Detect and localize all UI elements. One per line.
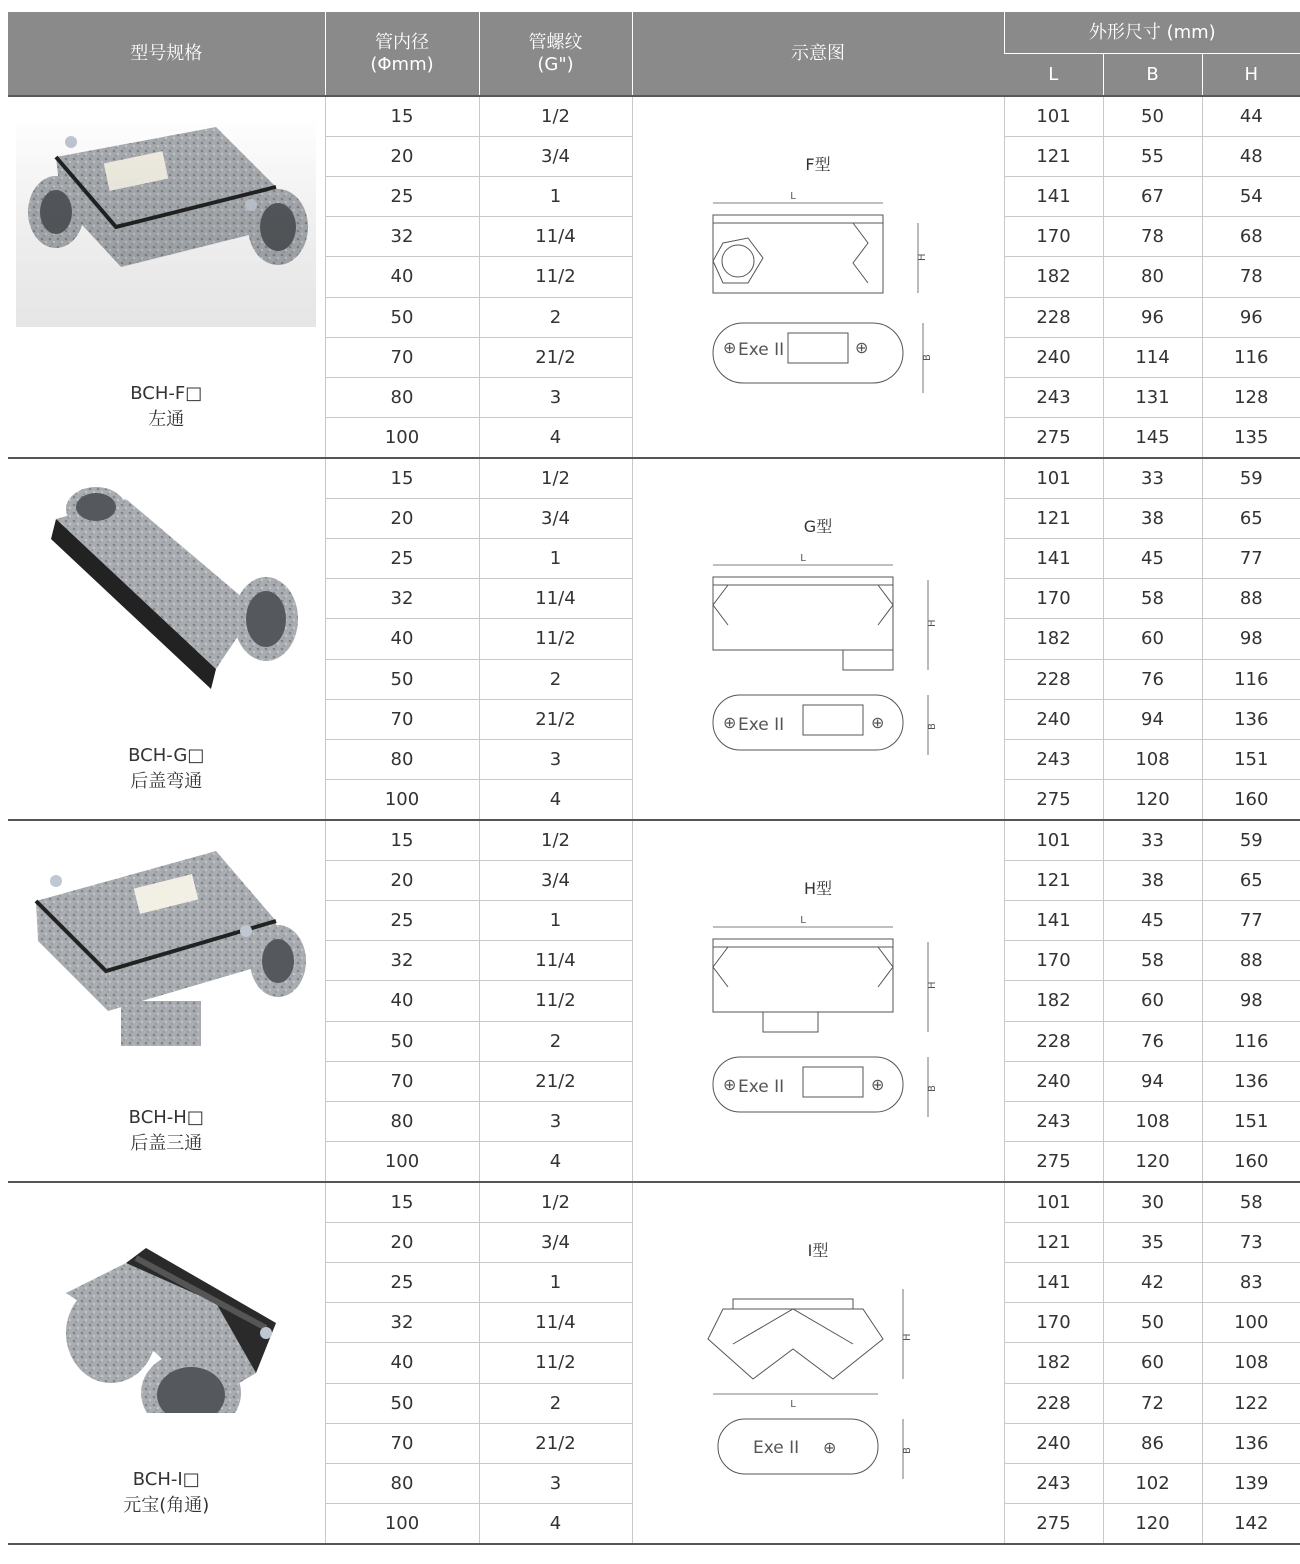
thread-cell: 11/4 bbox=[479, 579, 632, 619]
dim-H-cell: 139 bbox=[1202, 1463, 1300, 1503]
table-row bbox=[8, 1182, 1300, 1223]
dim-B-cell: 94 bbox=[1103, 1061, 1202, 1101]
dim-L-cell: 121 bbox=[1004, 137, 1103, 177]
dim-H-cell: 142 bbox=[1202, 1503, 1300, 1544]
schematic-drawing bbox=[693, 1269, 943, 1489]
model-name: 后盖三通 bbox=[130, 1133, 203, 1154]
schematic-drawing bbox=[693, 545, 943, 765]
model-label bbox=[8, 1105, 325, 1157]
svg-text:⊕: ⊕ bbox=[871, 1074, 885, 1094]
dim-L-cell: 121 bbox=[1004, 499, 1103, 539]
dim-L-cell: 141 bbox=[1004, 539, 1103, 579]
inner-diameter-cell: 80 bbox=[325, 1101, 479, 1141]
inner-diameter-cell: 40 bbox=[325, 981, 479, 1021]
dim-L-cell: 121 bbox=[1004, 1223, 1103, 1263]
dim-H-cell: 88 bbox=[1202, 579, 1300, 619]
header-L: L bbox=[1004, 54, 1103, 97]
dim-L-cell: 275 bbox=[1004, 779, 1103, 820]
dim-H-cell: 151 bbox=[1202, 1101, 1300, 1141]
svg-text:B: B bbox=[927, 1084, 938, 1092]
inner-diameter-cell: 15 bbox=[325, 458, 479, 499]
model-code: BCH-F□ bbox=[130, 383, 203, 404]
dim-H-cell: 88 bbox=[1202, 941, 1300, 981]
inner-diameter-cell: 25 bbox=[325, 901, 479, 941]
diagram-cell bbox=[632, 96, 1004, 458]
thread-cell: 2 bbox=[479, 1383, 632, 1423]
inner-diameter-cell: 32 bbox=[325, 941, 479, 981]
thread-cell: 11/2 bbox=[479, 619, 632, 659]
thread-cell: 2 bbox=[479, 659, 632, 699]
header-B: B bbox=[1103, 54, 1202, 97]
inner-diameter-cell: 100 bbox=[325, 1141, 479, 1182]
inner-diameter-cell: 15 bbox=[325, 820, 479, 861]
dim-L-cell: 182 bbox=[1004, 981, 1103, 1021]
inner-diameter-cell: 15 bbox=[325, 1182, 479, 1223]
model-code: BCH-G□ bbox=[128, 745, 205, 766]
thread-cell: 11/2 bbox=[479, 257, 632, 297]
product-photo bbox=[16, 479, 316, 689]
svg-text:L: L bbox=[790, 1398, 796, 1410]
thread-cell: 4 bbox=[479, 417, 632, 458]
dim-L-cell: 141 bbox=[1004, 1263, 1103, 1303]
dim-H-cell: 122 bbox=[1202, 1383, 1300, 1423]
header-model-spec: 型号规格 bbox=[8, 12, 325, 96]
header-inner-diameter bbox=[325, 12, 479, 96]
dim-L-cell: 182 bbox=[1004, 1343, 1103, 1383]
dim-B-cell: 30 bbox=[1103, 1182, 1202, 1223]
svg-text:⊕: ⊕ bbox=[723, 1074, 737, 1094]
svg-text:⊕: ⊕ bbox=[723, 712, 737, 732]
svg-text:Exe II: Exe II bbox=[738, 714, 785, 735]
inner-diameter-cell: 50 bbox=[325, 1021, 479, 1061]
inner-diameter-cell: 40 bbox=[325, 257, 479, 297]
model-label bbox=[8, 743, 325, 795]
thread-cell: 3/4 bbox=[479, 1223, 632, 1263]
dim-H-cell: 128 bbox=[1202, 377, 1300, 417]
inner-diameter-cell: 25 bbox=[325, 177, 479, 217]
header-thread-line2: (G") bbox=[537, 53, 574, 75]
inner-diameter-cell: 20 bbox=[325, 137, 479, 177]
schematic-drawing bbox=[693, 907, 943, 1127]
svg-text:⊕: ⊕ bbox=[823, 1437, 837, 1457]
inner-diameter-cell: 70 bbox=[325, 1061, 479, 1101]
dim-B-cell: 60 bbox=[1103, 981, 1202, 1021]
dim-H-cell: 48 bbox=[1202, 137, 1300, 177]
dim-H-cell: 65 bbox=[1202, 499, 1300, 539]
dim-L-cell: 228 bbox=[1004, 659, 1103, 699]
svg-text:B: B bbox=[902, 1446, 913, 1454]
dim-L-cell: 121 bbox=[1004, 861, 1103, 901]
dim-H-cell: 98 bbox=[1202, 981, 1300, 1021]
dim-L-cell: 182 bbox=[1004, 619, 1103, 659]
dim-H-cell: 100 bbox=[1202, 1303, 1300, 1343]
dim-H-cell: 78 bbox=[1202, 257, 1300, 297]
dim-L-cell: 101 bbox=[1004, 1182, 1103, 1223]
dim-B-cell: 120 bbox=[1103, 1503, 1202, 1544]
inner-diameter-cell: 25 bbox=[325, 1263, 479, 1303]
dim-L-cell: 275 bbox=[1004, 417, 1103, 458]
thread-cell: 1 bbox=[479, 901, 632, 941]
dim-L-cell: 141 bbox=[1004, 901, 1103, 941]
dim-B-cell: 114 bbox=[1103, 337, 1202, 377]
dim-L-cell: 240 bbox=[1004, 1061, 1103, 1101]
table-row bbox=[8, 820, 1300, 861]
dim-H-cell: 96 bbox=[1202, 297, 1300, 337]
diagram-cell bbox=[632, 820, 1004, 1182]
dim-H-cell: 44 bbox=[1202, 96, 1300, 137]
thread-cell: 1 bbox=[479, 539, 632, 579]
svg-text:⊕: ⊕ bbox=[871, 712, 885, 732]
dim-L-cell: 170 bbox=[1004, 217, 1103, 257]
dim-L-cell: 243 bbox=[1004, 377, 1103, 417]
dim-L-cell: 101 bbox=[1004, 96, 1103, 137]
dim-B-cell: 38 bbox=[1103, 499, 1202, 539]
dim-H-cell: 54 bbox=[1202, 177, 1300, 217]
dim-H-cell: 160 bbox=[1202, 779, 1300, 820]
dim-L-cell: 170 bbox=[1004, 579, 1103, 619]
dim-L-cell: 275 bbox=[1004, 1503, 1103, 1544]
inner-diameter-cell: 40 bbox=[325, 1343, 479, 1383]
svg-text:H: H bbox=[902, 1332, 913, 1341]
inner-diameter-cell: 70 bbox=[325, 699, 479, 739]
svg-text:⊕: ⊕ bbox=[723, 337, 737, 357]
svg-text:⊕: ⊕ bbox=[855, 337, 869, 357]
thread-cell: 3/4 bbox=[479, 861, 632, 901]
thread-cell: 1/2 bbox=[479, 96, 632, 137]
dim-B-cell: 50 bbox=[1103, 1303, 1202, 1343]
thread-cell: 11/4 bbox=[479, 217, 632, 257]
svg-text:L: L bbox=[790, 190, 796, 202]
thread-cell: 21/2 bbox=[479, 1061, 632, 1101]
inner-diameter-cell: 50 bbox=[325, 1383, 479, 1423]
header-H: H bbox=[1202, 54, 1300, 97]
inner-diameter-cell: 32 bbox=[325, 1303, 479, 1343]
dim-H-cell: 108 bbox=[1202, 1343, 1300, 1383]
dim-B-cell: 102 bbox=[1103, 1463, 1202, 1503]
thread-cell: 21/2 bbox=[479, 699, 632, 739]
spec-table bbox=[8, 12, 1300, 1545]
thread-cell: 3 bbox=[479, 1101, 632, 1141]
inner-diameter-cell: 70 bbox=[325, 337, 479, 377]
header-thread bbox=[479, 12, 632, 96]
header-row bbox=[8, 12, 1300, 54]
inner-diameter-cell: 20 bbox=[325, 1223, 479, 1263]
thread-cell: 3 bbox=[479, 377, 632, 417]
model-cell bbox=[8, 458, 325, 820]
inner-diameter-cell: 20 bbox=[325, 499, 479, 539]
dim-B-cell: 78 bbox=[1103, 217, 1202, 257]
svg-text:L: L bbox=[800, 552, 806, 564]
dim-B-cell: 60 bbox=[1103, 619, 1202, 659]
svg-text:B: B bbox=[927, 722, 938, 730]
thread-cell: 3/4 bbox=[479, 499, 632, 539]
dim-L-cell: 141 bbox=[1004, 177, 1103, 217]
inner-diameter-cell: 15 bbox=[325, 96, 479, 137]
dim-L-cell: 228 bbox=[1004, 1021, 1103, 1061]
thread-cell: 4 bbox=[479, 1141, 632, 1182]
dim-B-cell: 67 bbox=[1103, 177, 1202, 217]
thread-cell: 1 bbox=[479, 177, 632, 217]
dim-H-cell: 59 bbox=[1202, 458, 1300, 499]
thread-cell: 4 bbox=[479, 779, 632, 820]
dim-L-cell: 243 bbox=[1004, 1101, 1103, 1141]
spec-table-page bbox=[8, 12, 1300, 1545]
dim-H-cell: 65 bbox=[1202, 861, 1300, 901]
svg-text:L: L bbox=[800, 914, 806, 926]
dim-L-cell: 170 bbox=[1004, 941, 1103, 981]
dim-B-cell: 58 bbox=[1103, 941, 1202, 981]
thread-cell: 3 bbox=[479, 1463, 632, 1503]
dim-B-cell: 35 bbox=[1103, 1223, 1202, 1263]
dim-L-cell: 101 bbox=[1004, 458, 1103, 499]
dim-H-cell: 116 bbox=[1202, 659, 1300, 699]
model-label bbox=[8, 381, 325, 433]
dim-B-cell: 45 bbox=[1103, 901, 1202, 941]
dim-H-cell: 116 bbox=[1202, 1021, 1300, 1061]
inner-diameter-cell: 25 bbox=[325, 539, 479, 579]
dim-H-cell: 136 bbox=[1202, 1061, 1300, 1101]
dim-B-cell: 38 bbox=[1103, 861, 1202, 901]
table-row bbox=[8, 96, 1300, 137]
dim-B-cell: 145 bbox=[1103, 417, 1202, 458]
diagram-cell bbox=[632, 1182, 1004, 1544]
dim-B-cell: 108 bbox=[1103, 739, 1202, 779]
dim-H-cell: 77 bbox=[1202, 539, 1300, 579]
diagram-title: G型 bbox=[803, 516, 833, 536]
dim-B-cell: 96 bbox=[1103, 297, 1202, 337]
thread-cell: 1/2 bbox=[479, 1182, 632, 1223]
thread-cell: 4 bbox=[479, 1503, 632, 1544]
inner-diameter-cell: 32 bbox=[325, 579, 479, 619]
header-thread-line1: 管螺纹 bbox=[528, 31, 583, 53]
diagram-cell bbox=[632, 458, 1004, 820]
model-label bbox=[8, 1467, 325, 1519]
dim-L-cell: 275 bbox=[1004, 1141, 1103, 1182]
dim-L-cell: 240 bbox=[1004, 337, 1103, 377]
inner-diameter-cell: 70 bbox=[325, 1423, 479, 1463]
model-name: 元宝(角通) bbox=[123, 1495, 210, 1516]
thread-cell: 11/4 bbox=[479, 1303, 632, 1343]
dim-L-cell: 243 bbox=[1004, 739, 1103, 779]
inner-diameter-cell: 50 bbox=[325, 659, 479, 699]
thread-cell: 11/2 bbox=[479, 1343, 632, 1383]
schematic-drawing bbox=[693, 183, 943, 403]
dim-H-cell: 77 bbox=[1202, 901, 1300, 941]
dim-B-cell: 33 bbox=[1103, 820, 1202, 861]
inner-diameter-cell: 80 bbox=[325, 739, 479, 779]
header-inner-diameter-line2: (Φmm) bbox=[370, 53, 434, 75]
thread-cell: 3/4 bbox=[479, 137, 632, 177]
thread-cell: 1/2 bbox=[479, 820, 632, 861]
model-code: BCH-H□ bbox=[128, 1107, 204, 1128]
model-name: 左通 bbox=[148, 409, 185, 430]
inner-diameter-cell: 40 bbox=[325, 619, 479, 659]
dim-L-cell: 182 bbox=[1004, 257, 1103, 297]
inner-diameter-cell: 80 bbox=[325, 1463, 479, 1503]
inner-diameter-cell: 32 bbox=[325, 217, 479, 257]
thread-cell: 21/2 bbox=[479, 1423, 632, 1463]
thread-cell: 11/4 bbox=[479, 941, 632, 981]
header-diagram: 示意图 bbox=[632, 12, 1004, 96]
dim-L-cell: 240 bbox=[1004, 699, 1103, 739]
dim-B-cell: 131 bbox=[1103, 377, 1202, 417]
dim-H-cell: 116 bbox=[1202, 337, 1300, 377]
model-name: 后盖弯通 bbox=[130, 771, 203, 792]
dim-L-cell: 101 bbox=[1004, 820, 1103, 861]
thread-cell: 21/2 bbox=[479, 337, 632, 377]
dim-B-cell: 60 bbox=[1103, 1343, 1202, 1383]
product-photo bbox=[16, 841, 316, 1051]
svg-text:Exe II: Exe II bbox=[753, 1437, 800, 1458]
dim-L-cell: 228 bbox=[1004, 297, 1103, 337]
model-cell bbox=[8, 1182, 325, 1544]
thread-cell: 3 bbox=[479, 739, 632, 779]
dim-B-cell: 42 bbox=[1103, 1263, 1202, 1303]
inner-diameter-cell: 100 bbox=[325, 779, 479, 820]
dim-B-cell: 45 bbox=[1103, 539, 1202, 579]
spec-table-body bbox=[8, 96, 1300, 1544]
diagram-exe-label: Exe II bbox=[738, 339, 785, 360]
model-code: BCH-I□ bbox=[132, 1469, 200, 1490]
product-photo bbox=[16, 1203, 316, 1413]
dim-L-cell: 170 bbox=[1004, 1303, 1103, 1343]
dim-B-cell: 33 bbox=[1103, 458, 1202, 499]
thread-cell: 2 bbox=[479, 1021, 632, 1061]
dim-H-cell: 68 bbox=[1202, 217, 1300, 257]
dim-H-cell: 98 bbox=[1202, 619, 1300, 659]
thread-cell: 2 bbox=[479, 297, 632, 337]
inner-diameter-cell: 50 bbox=[325, 297, 479, 337]
svg-text:B: B bbox=[922, 353, 933, 361]
diagram-title: H型 bbox=[803, 878, 833, 898]
dim-B-cell: 120 bbox=[1103, 779, 1202, 820]
diagram-title: I型 bbox=[807, 1240, 829, 1260]
svg-text:H: H bbox=[927, 618, 938, 627]
product-photo bbox=[16, 117, 316, 327]
dim-B-cell: 80 bbox=[1103, 257, 1202, 297]
svg-text:H: H bbox=[917, 252, 928, 261]
dim-H-cell: 136 bbox=[1202, 1423, 1300, 1463]
thread-cell: 1 bbox=[479, 1263, 632, 1303]
dim-H-cell: 136 bbox=[1202, 699, 1300, 739]
inner-diameter-cell: 20 bbox=[325, 861, 479, 901]
dim-H-cell: 135 bbox=[1202, 417, 1300, 458]
thread-cell: 1/2 bbox=[479, 458, 632, 499]
header-dims: 外形尺寸 (mm) bbox=[1004, 12, 1300, 54]
model-cell bbox=[8, 96, 325, 458]
dim-L-cell: 243 bbox=[1004, 1463, 1103, 1503]
model-cell bbox=[8, 820, 325, 1182]
inner-diameter-cell: 100 bbox=[325, 1503, 479, 1544]
diagram-title: F型 bbox=[805, 154, 831, 174]
inner-diameter-cell: 80 bbox=[325, 377, 479, 417]
thread-cell: 11/2 bbox=[479, 981, 632, 1021]
dim-H-cell: 151 bbox=[1202, 739, 1300, 779]
dim-H-cell: 83 bbox=[1202, 1263, 1300, 1303]
dim-B-cell: 58 bbox=[1103, 579, 1202, 619]
svg-text:Exe II: Exe II bbox=[738, 1076, 785, 1097]
inner-diameter-cell: 100 bbox=[325, 417, 479, 458]
dim-B-cell: 50 bbox=[1103, 96, 1202, 137]
dim-H-cell: 160 bbox=[1202, 1141, 1300, 1182]
dim-B-cell: 76 bbox=[1103, 659, 1202, 699]
dim-B-cell: 55 bbox=[1103, 137, 1202, 177]
dim-L-cell: 240 bbox=[1004, 1423, 1103, 1463]
dim-H-cell: 73 bbox=[1202, 1223, 1300, 1263]
dim-B-cell: 120 bbox=[1103, 1141, 1202, 1182]
dim-B-cell: 72 bbox=[1103, 1383, 1202, 1423]
dim-L-cell: 228 bbox=[1004, 1383, 1103, 1423]
dim-H-cell: 59 bbox=[1202, 820, 1300, 861]
svg-text:H: H bbox=[927, 980, 938, 989]
table-row bbox=[8, 458, 1300, 499]
dim-B-cell: 94 bbox=[1103, 699, 1202, 739]
dim-B-cell: 86 bbox=[1103, 1423, 1202, 1463]
dim-B-cell: 76 bbox=[1103, 1021, 1202, 1061]
dim-H-cell: 58 bbox=[1202, 1182, 1300, 1223]
dim-B-cell: 108 bbox=[1103, 1101, 1202, 1141]
header-inner-diameter-line1: 管内径 bbox=[375, 31, 429, 53]
